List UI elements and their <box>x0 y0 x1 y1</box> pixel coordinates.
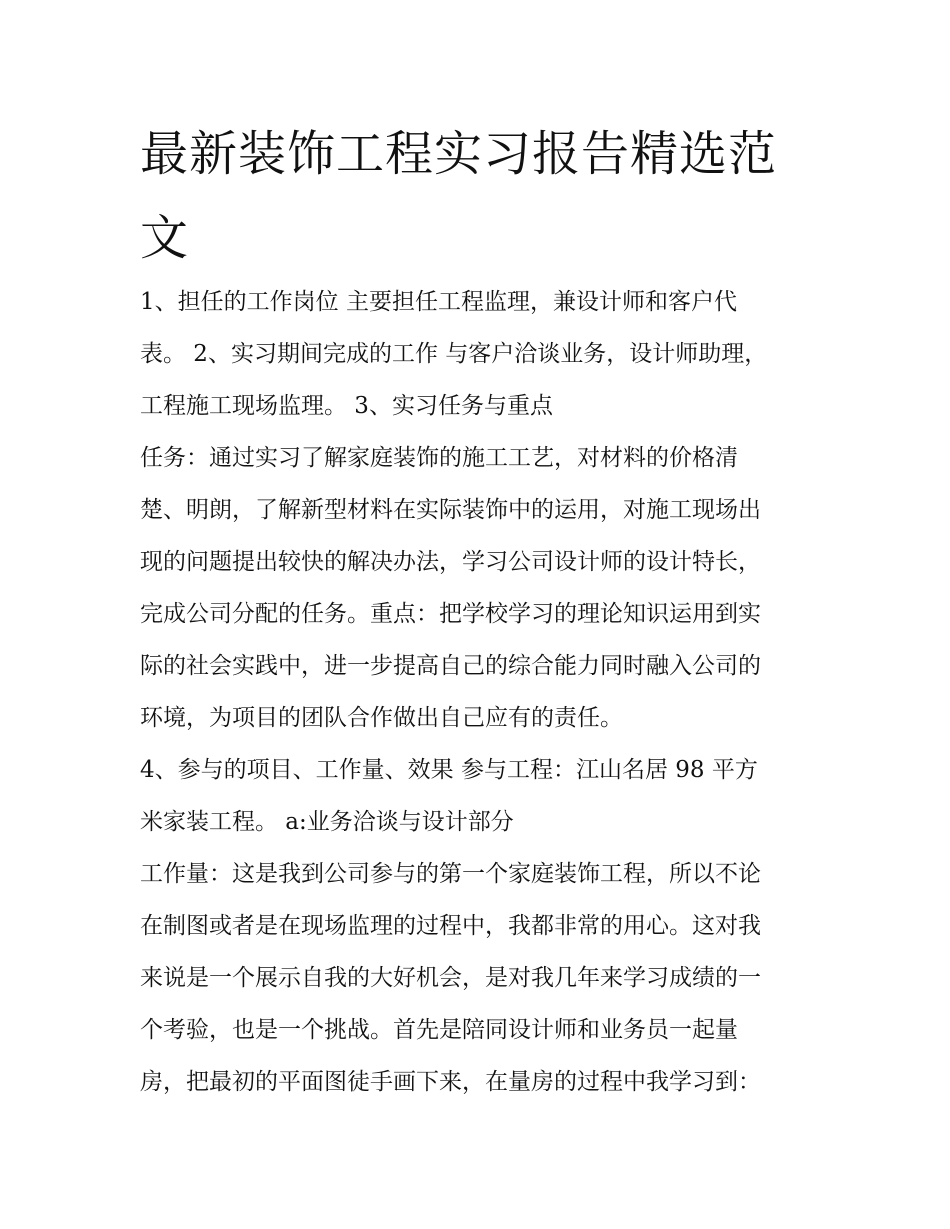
text-line: 米家装工程。 a:业务洽谈与设计部分 <box>140 809 514 835</box>
text-line: 完成公司分配的任务。重点：把学校学习的理论知识运用到实 <box>140 601 761 627</box>
text-line: 来说是一个展示自我的大好机会，是对我几年来学习成绩的一 <box>140 965 761 991</box>
text-line: 任务：通过实习了解家庭装饰的施工工艺，对材料的价格清 <box>140 445 738 471</box>
text-line: 工作量：这是我到公司参与的第一个家庭装饰工程，所以不论 <box>140 861 761 887</box>
text-line: 际的社会实践中，进一步提高自己的综合能力同时融入公司的 <box>140 653 761 679</box>
text-line: 房，把最初的平面图徒手画下来，在量房的过程中我学习到： <box>140 1069 761 1095</box>
text-line: 环境，为项目的团队合作做出自己应有的责任。 <box>140 705 623 731</box>
text-line: 工程施工现场监理。 3、实习任务与重点 <box>140 393 553 419</box>
paragraph-job-duties <box>140 276 812 432</box>
text-line: 个考验，也是一个挑战。首先是陪同设计师和业务员一起量 <box>140 1017 738 1043</box>
title-line: 最新装饰工程实习报告精选范 <box>140 126 778 182</box>
text-line: 表。 2、实习期间完成的工作 与客户洽谈业务，设计师助理， <box>140 341 768 367</box>
document-title <box>140 112 820 280</box>
paragraph-workload <box>140 848 812 1108</box>
text-line: 现的问题提出较快的解决办法，学习公司设计师的设计特长， <box>140 549 761 575</box>
paragraph-tasks <box>140 432 812 744</box>
text-line: 在制图或者是在现场监理的过程中，我都非常的用心。这对我 <box>140 913 761 939</box>
text-line: 楚、明朗，了解新型材料在实际装饰中的运用，对施工现场出 <box>140 497 761 523</box>
title-line: 文 <box>140 210 190 266</box>
text-line: 4、参与的项目、工作量、效果 参与工程：江山名居 98 平方 <box>140 757 758 783</box>
document-body <box>140 276 812 1108</box>
text-line: 1、担任的工作岗位 主要担任工程监理，兼设计师和客户代 <box>140 289 737 315</box>
paragraph-projects <box>140 744 812 848</box>
